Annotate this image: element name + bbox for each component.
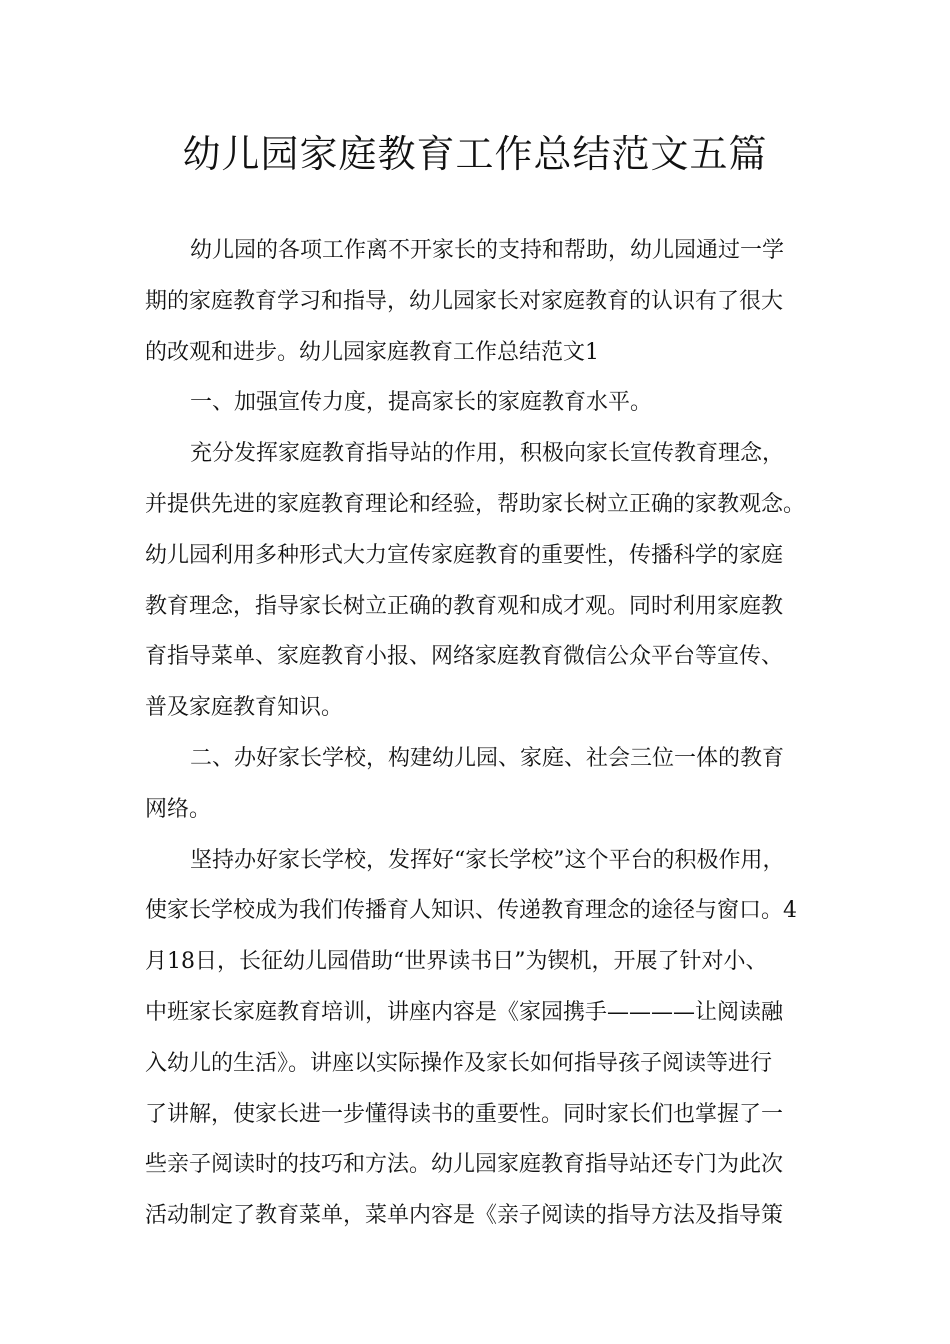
text-line: 普及家庭教育知识。 — [145, 695, 344, 721]
text-line: 使家长学校成为我们传播育人知识、传递教育理念的途径与窗口。4 — [145, 898, 797, 924]
text-line: 的改观和进步。幼儿园家庭教育工作总结范文1 — [145, 339, 599, 365]
text-line: 幼儿园的各项工作离不开家长的支持和帮助，幼儿园通过一学 — [190, 238, 785, 263]
text-line: 教育理念，指导家长树立正确的教育观和成才观。同时利用家庭教 — [145, 593, 784, 619]
text-line: 些亲子阅读时的技巧和方法。幼儿园家庭教育指导站还专门为此次 — [145, 1152, 784, 1178]
text-line: 中班家长家庭教育培训，讲座内容是《家园携手————让阅读融 — [145, 999, 784, 1025]
text-line: 期的家庭教育学习和指导，幼儿园家长对家庭教育的认识有了很大 — [145, 288, 784, 314]
text-line: 坚持办好家长学校，发挥好“家长学校”这个平台的积极作用， — [190, 847, 785, 873]
text-line: 幼儿园利用多种形式大力宣传家庭教育的重要性，传播科学的家庭 — [145, 542, 784, 568]
document-body — [145, 226, 825, 1242]
text-line: 月18日，长征幼儿园借助“世界读书日”为锲机，开展了针对小、 — [145, 949, 768, 975]
text-line: 二、办好家长学校，构建幼儿园、家庭、社会三位一体的教育 — [190, 745, 785, 771]
text-line: 一、加强宣传力度，提高家长的家庭教育水平。 — [190, 390, 653, 416]
text-line: 并提供先进的家庭教育理论和经验，帮助家长树立正确的家教观念。 — [145, 491, 806, 517]
text-line: 入幼儿的生活》。讲座以实际操作及家长如何指导孩子阅读等进行 — [145, 1050, 773, 1076]
document-title: 幼儿园家庭教育工作总结范文五篇 — [182, 132, 768, 176]
text-line: 了讲解，使家长进一步懂得读书的重要性。同时家长们也掌握了一 — [145, 1101, 784, 1127]
text-line: 网络。 — [145, 796, 212, 822]
text-line: 活动制定了教育菜单，菜单内容是《亲子阅读的指导方法及指导策 — [145, 1203, 784, 1229]
text-line: 育指导菜单、家庭教育小报、网络家庭教育微信公众平台等宣传、 — [145, 644, 784, 670]
text-line: 充分发挥家庭教育指导站的作用，积极向家长宣传教育理念， — [190, 441, 785, 467]
